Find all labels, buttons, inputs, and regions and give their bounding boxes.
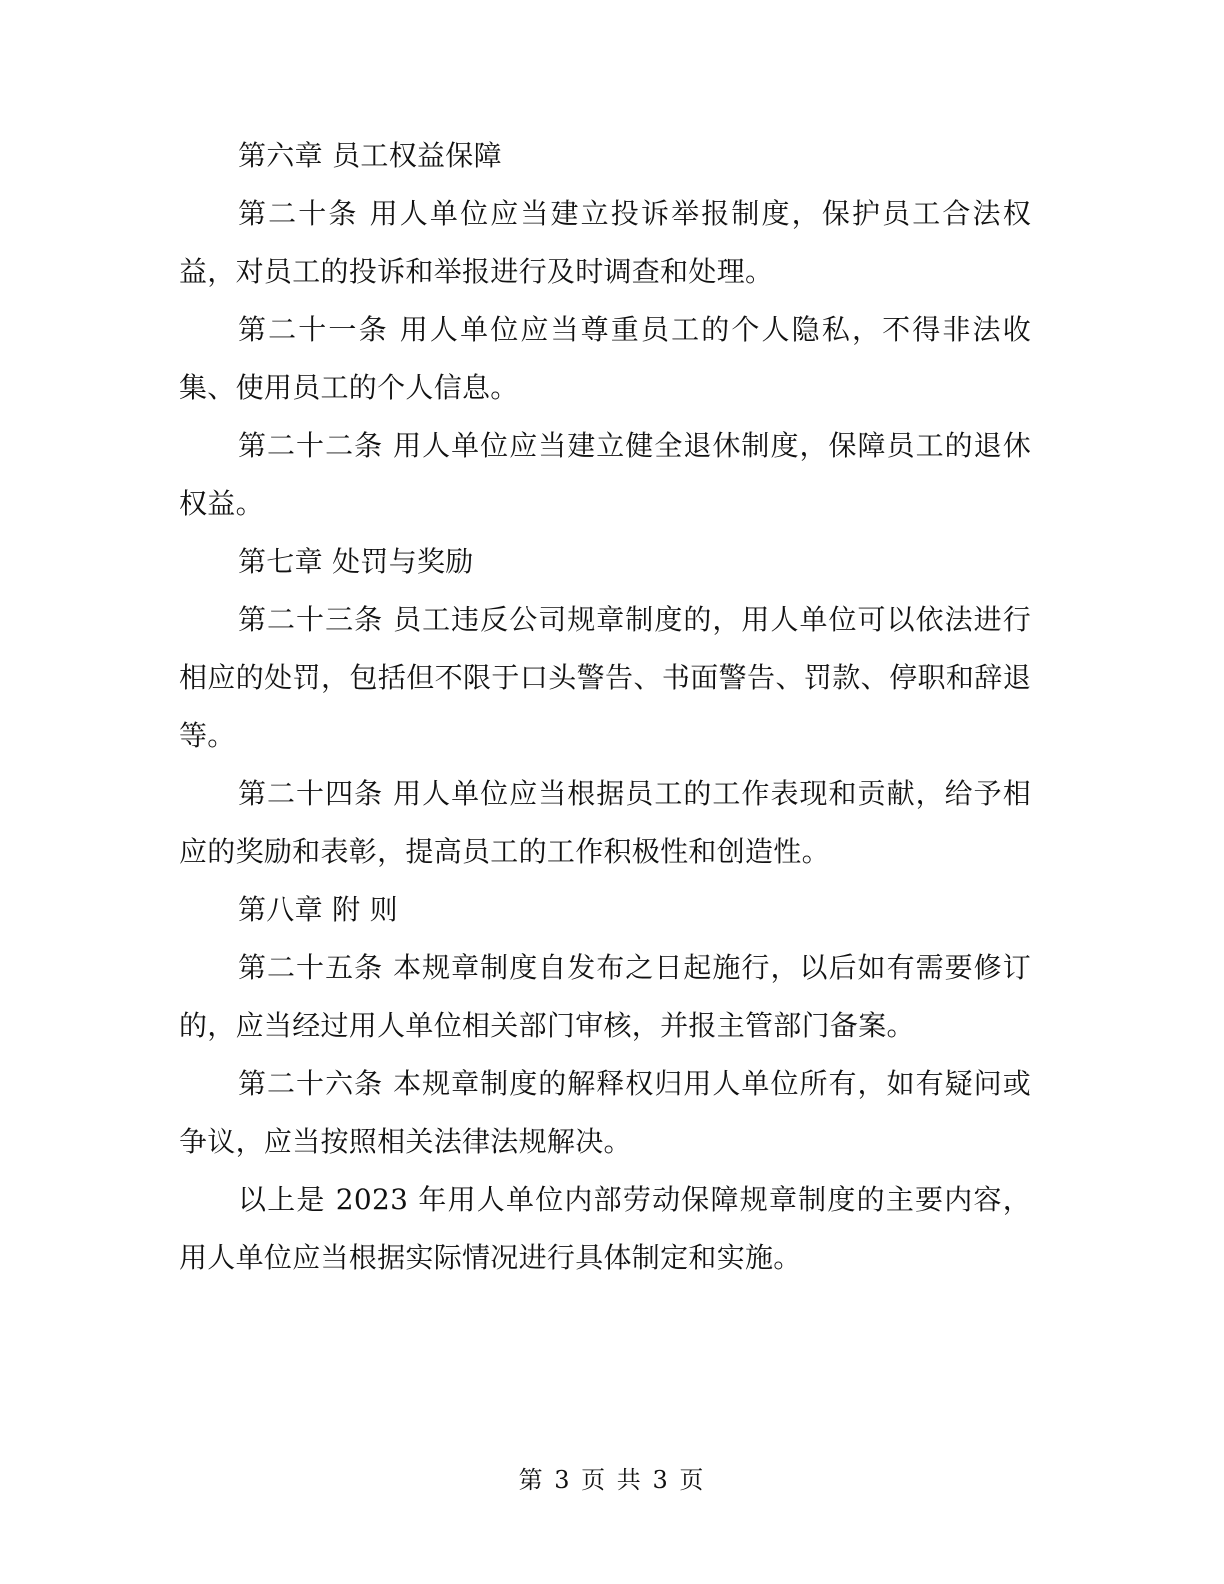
article-23: 第二十三条 员工违反公司规章制度的，用人单位可以依法进行相应的处罚，包括但不限于口头警告、书面警告、罚款、停职和辞退等。 <box>179 603 1031 752</box>
document-body <box>179 127 1031 1287</box>
article-26: 第二十六条 本规章制度的解释权归用人单位所有，如有疑问或争议，应当按照相关法律法规解决。 <box>179 1067 1031 1158</box>
chapter-heading-7: 第七章 处罚与奖励 <box>238 545 474 578</box>
article-22: 第二十二条 用人单位应当建立健全退休制度，保障员工的退休权益。 <box>179 429 1031 520</box>
article-25: 第二十五条 本规章制度自发布之日起施行，以后如有需要修订的，应当经过用人单位相关部门审核，并报主管部门备案。 <box>179 951 1031 1042</box>
page-number-footer: 第 3 页 共 3 页 <box>518 1466 706 1494</box>
article-24: 第二十四条 用人单位应当根据员工的工作表现和贡献，给予相应的奖励和表彰，提高员工的工作积极性和创造性。 <box>179 777 1031 868</box>
closing-paragraph: 以上是 2023 年用人单位内部劳动保障规章制度的主要内容，用人单位应当根据实际情况进行具体制定和实施。 <box>179 1183 1031 1274</box>
chapter-heading-8: 第八章 附 则 <box>238 893 398 926</box>
article-20: 第二十条 用人单位应当建立投诉举报制度，保护员工合法权益，对员工的投诉和举报进行及时调查和处理。 <box>179 197 1031 288</box>
chapter-heading-6: 第六章 员工权益保障 <box>238 139 502 172</box>
article-21: 第二十一条 用人单位应当尊重员工的个人隐私，不得非法收集、使用员工的个人信息。 <box>179 313 1031 404</box>
